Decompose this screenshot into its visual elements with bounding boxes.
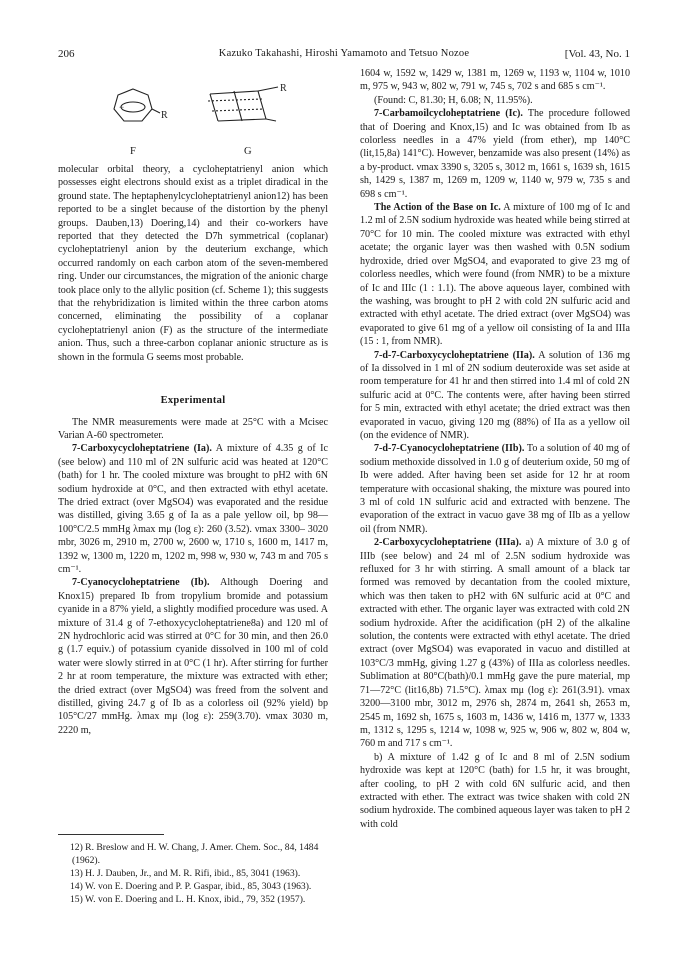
compound-iiia-title: 2-Carboxycycloheptatriene (IIIa).: [374, 537, 522, 549]
compound-ib-paragraph: [58, 576, 328, 737]
compound-ia-paragraph: [58, 442, 328, 576]
left-column: [58, 69, 328, 737]
compound-iiia-paragraph: [360, 536, 630, 751]
compound-iia-body: A solution of 136 mg of Ia dissolved in 1 ml of 2N sodium deuteroxide was set aside at room temperature for 41 hr and then stirred into 1.4 ml of cold 2N sulfuric acid at 0°C. The contents were, after having been stirred for 5 min, extracted with ethyl acetate; the dried extract was then evaporated in vacuo, giving 120 mg (88%) of IIa as a yellow oil (on the evidence of NMR).: [360, 349, 630, 441]
structure-F: [114, 89, 160, 121]
discussion-paragraph: molecular orbital theory, a cycloheptatrienyl anion which possesses eight electrons should exist as a triplet diradical in the ground state. The heptaphenylcycloheptatrienyl anion12) has been reported to be a singlet because of the distortion by the phenyl groups. Dauben,13) Doering,14) and their co-workers have reported that they detected the D7h symmetrical (coplanar) cycloheptatrienyl anion by the deuterium exchange, which occurred randomly on each carbon atom of the seven-membered ring. Under our circumstances, the migration of the anionic charge took place only to the allylic position (cf. Scheme 1); this suggests that the rehybridization is limited within the three carbon atoms concerned, eliminating the possibility of a coplanar cycloheptatrienyl anion (F) as the structure of the intermediate anion. Thus, such a three-carbon coplanar anionic structure as is shown in the formula G seems most probable.: [58, 164, 328, 363]
compound-ib-title: 7-Cyanocycloheptatriene (Ib).: [72, 577, 210, 589]
structure-drawings: [58, 69, 328, 159]
base-action-paragraph: [360, 201, 630, 348]
footnotes: [58, 834, 328, 906]
right-column: [360, 67, 630, 831]
base-action-title: The Action of the Base on Ic.: [374, 202, 501, 214]
compound-iiia-body: a) A mixture of 3.0 g of IIIb (see below) and 24 ml of 2.5N sodium hydroxide was refluxed for 3 hr with stirring. A small amount of a black tar formed was removed by decantation from the cooled mixture, which was then taken to pH2 with 6N sulfuric acid at 0°C and extracted with ether. The organic layer was extracted with cold 2N sodium hydroxide. After the acidification (pH 2) of the alkaline solution, the contents were extracted with ethyl acetate. The dried extract (over MgSO4) was evaporated in vacuo and distilled at 103°C/3 mmHg, giving 1.27 g (43%) of IIIa as colorless needles. Sublimation at 80°C(bath)/0.1 mmHg gave the pure material, mp 71—72°C (lit16,8b) 71.5°C). λmax mμ (log ε): 261(3.91). νmax 3200—3100 mbr, 3012 m, 2976 sh, 2874 m, 2641 sh, 2653 m, 2545 m, 1692 sh, 1675 s, 1603 m, 1436 w, 1416 m, 1377 w, 1333 m, 1312 s, 1295 s, 1214 w, 1098 w, 925 w, 906 w, 802 w, 804 w, 760 m and 717 s cm⁻¹.: [360, 537, 630, 750]
section-heading-experimental: Experimental: [160, 395, 226, 407]
base-action-body: A mixture of 100 mg of Ic and 1.2 ml of 2.5N sodium hydroxide was heated while being stirred at 70°C for 10 min. The cooled mixture was extracted with ethyl acetate; the organic layer was then washed with 0.5N sodium hydroxide, dried over MgSO4, and evaporated to give 23 mg of colorless needles, which were found (from NMR) to be a mixture of Ic and IIIc (1 : 1.1). The above aqueous layer, combined with the washing, was brought to pH 2 with cold 2N sulfuric acid and extracted with ethyl acetate. The dried extract (over MgSO4) was evaporated to give 61 mg of a yellow oil consisting of Ia and IIIa (15 : 1, from NMR).: [360, 202, 631, 348]
footnote-13: 13) H. J. Dauben, Jr., and M. R. Rifi, ibid., 85, 3041 (1963).: [70, 868, 301, 879]
footnote-14: 14) W. von E. Doering and P. P. Gaspar, ibid., 85, 3043 (1963).: [70, 881, 312, 892]
compound-ib-continued: 1604 w, 1592 w, 1429 w, 1381 m, 1269 w, 1193 w, 1104 w, 1010 m, 975 w, 943 w, 802 w, 791 w, 745 s, 702 s and 685 s cm⁻¹.: [360, 68, 630, 93]
compound-ic-body: The procedure followed that of Doering and Knox,15) and Ic was obtained from Ib as colorless needles in a 47% yield (from ether), mp 140°C (lit,15,8a) 141°C). However, benzamide was also present (14%) as a by-product. νmax 3390 s, 3205 s, 3012 m, 1661 s, 1639 sh, 1615 sh, 1429 s, 1387 m, 1269 m, 1209 w, 1140 w, 979 w, 735 s and 698 s cm⁻¹.: [360, 108, 630, 200]
compound-iia-title: 7-d-7-Carboxycycloheptatriene (IIa).: [374, 349, 535, 361]
structure-G-substituent: R: [280, 83, 287, 94]
compound-iia-paragraph: [360, 349, 630, 443]
compound-ia-body: A mixture of 4.35 g of Ic (see below) and 110 ml of 2N sulfuric acid was heated at 120°C (bath) for 1 hr. The cooled mixture was brought to pH2 with 6N sodium hydroxide at 0°C, and then extracted with ethyl acetate. The dried extract (over MgSO4) was evaporated and the residue was distilled, giving 3.65 g of Ia as a pale yellow oil, bp 98—100°C/2.5 mmHg λmax mμ (log ε): 260 (3.52). νmax 3300– 3020 mbr, 3026 m, 2910 m, 2700 w, 2600 w, 1710 s, 1600 m, 1417 m, 1392 w, 1300 m, 1220 m, 1202 m, 998 w, 930 w, 743 m and 705 s cm⁻¹.: [58, 443, 329, 575]
svg-text:−: −: [119, 102, 125, 112]
structure-G: [208, 87, 278, 121]
compound-iib-body: To a solution of 40 mg of sodium methoxide dissolved in 1.0 g of deuterium oxide, 50 mg of Ib were added. After having been set aside for 12 hr at room temperature with occasional shaking, the mixture was poured into 3 ml of cold 1N sulfuric acid and extracted with benzene. The evaporation of the extract in vacuo gave 38 mg of IIb as a yellow oil (from NMR).: [360, 443, 631, 535]
page-number: 206: [58, 48, 75, 60]
structure-label-f: F: [130, 146, 136, 157]
footnote-12: 12) R. Breslow and H. W. Chang, J. Amer. Chem. Soc., 84, 1484 (1962).: [70, 842, 319, 866]
compound-ib-analysis: (Found: C, 81.30; H, 6.08; N, 11.95%).: [374, 94, 533, 106]
chemical-structures-figure: [58, 69, 328, 159]
structure-label-g: G: [244, 146, 252, 157]
footnote-15: 15) W. von E. Doering and L. H. Knox, ibid., 79, 352 (1957).: [70, 894, 306, 905]
compound-iib-title: 7-d-7-Cyanocycloheptatriene (IIb).: [374, 443, 525, 455]
footnote-divider: [58, 834, 164, 835]
journal-volume: [Vol. 43, No. 1: [564, 48, 630, 60]
compound-ia-title: 7-Carboxycycloheptatriene (Ia).: [72, 443, 212, 455]
compound-iiia-method-b: b) A mixture of 1.42 g of Ic and 8 ml of 2.5N sodium hydroxide was kept at 120°C (bath) for 1.5 hr, it was brought, after cooling, to pH 2 with cold 6N sulfuric acid, and then extracted with ether. The extract was twice shaken with cold 2N sodium hydroxide. The combined aqueous layer was taken to pH 2 with cold: [360, 751, 630, 830]
compound-iib-paragraph: [360, 442, 630, 536]
structure-F-substituent: R: [161, 110, 168, 121]
compound-ic-paragraph: [360, 107, 630, 201]
running-header-authors: Kazuko Takahashi, Hiroshi Yamamoto and Tetsuo Nozoe: [218, 48, 470, 59]
compound-ic-title: 7-Carbamoilcycloheptatriene (Ic).: [374, 108, 523, 120]
compound-ib-body: Although Doering and Knox15) prepared Ib from tropylium bromide and potassium cyanide in a 87% yield, a slightly modified procedure was used. A mixture of 31.4 g of 7-ethoxycycloheptatriene8a) and 120 ml of 2N hydrochloric acid was stirred at 0°C for 30 min, and then 26.0 g (1.7 equiv.) of potassium cyanide dissolved in 100 ml of cold water were slowly stirred in at 0°C (1 hr). After stirring for further 2 hr at room temperature, the mixture was extracted with ether; the dried extract (over MgSO4) was freed from the solvent and distilled, giving 24.7 g of Ib as a colorless oil (92% yield) bp 105°C/27 mmHg. λmax mμ (log ε): 259(3.70). νmax 3030 m, 2220 m,: [58, 577, 328, 736]
nmr-paragraph: The NMR measurements were made at 25°C with a Mcisec Varian A-60 spectrometer.: [58, 416, 328, 441]
